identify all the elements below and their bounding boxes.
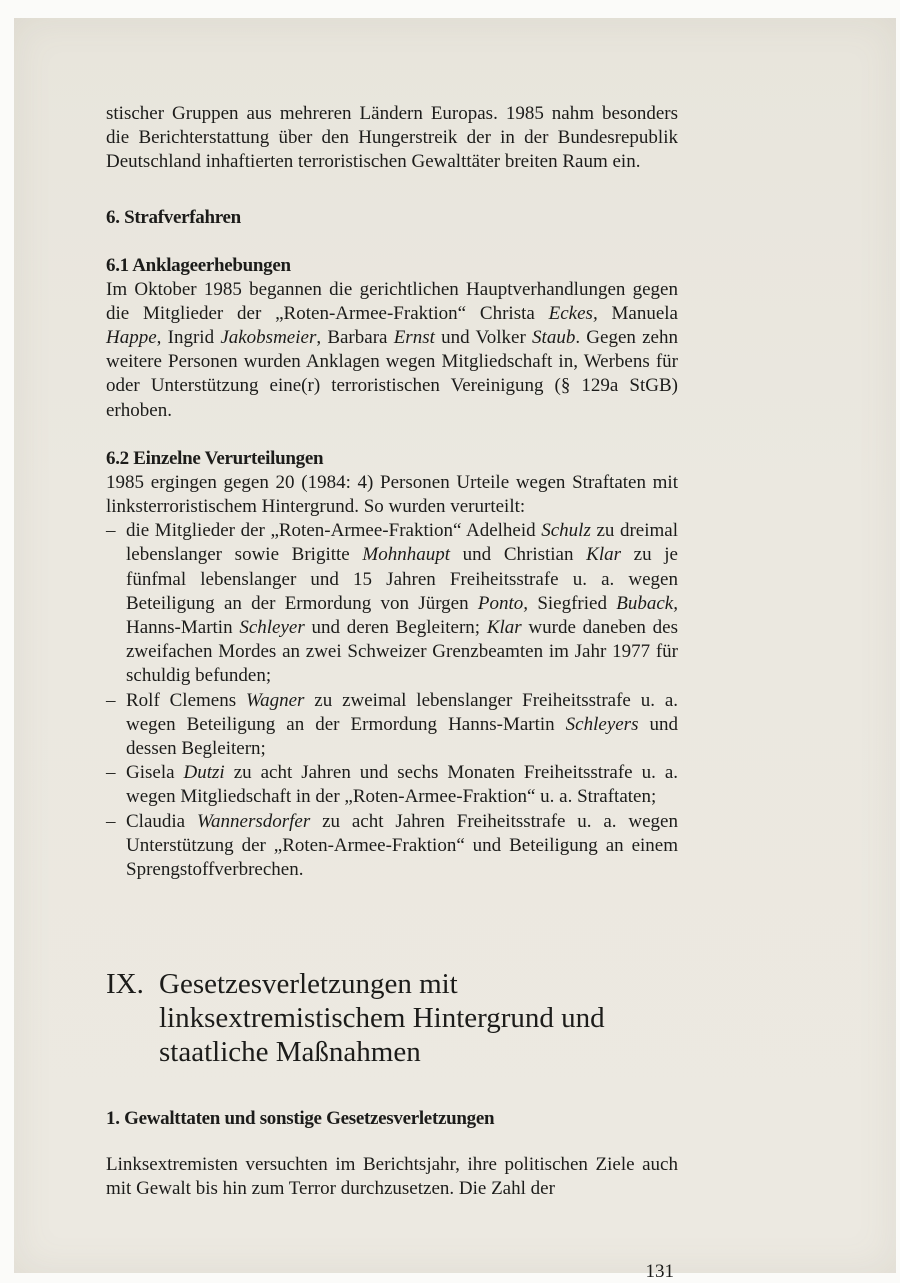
chapter-heading <box>106 967 678 1069</box>
page-number: 131 <box>645 1261 674 1282</box>
name-ernst: Ernst <box>393 327 435 349</box>
list-item: – die Mitglieder der „Roten-Armee-Fraktion“ Adelheid Schulz zu dreimal lebenslanger sowie Brigitte Mohnhaupt und Christian Klar zu je fünfmal lebenslanger und 15 Jahren Freiheitsstrafe u. a. wegen Beteiligung an der Ermordung von Jürgen Ponto, Siegfried Buback, Hanns-Martin Schleyer und deren Begleitern; Klar wurde daneben des zweifachen Mordes an zwei Schweizer Grenzbeamten im Jahr 1977 für schuldig befunden; <box>106 520 679 687</box>
list-item: – Gisela Dutzi zu acht Jahren und sechs Monaten Freiheitsstrafe u. a. wegen Mitgliedschaft in der „Roten-Armee-Fraktion“ u. a. Straftaten; <box>106 762 678 808</box>
section-6-2-heading: 6.2 Einzelne Verurteilungen <box>106 447 324 469</box>
name-staub: Staub <box>532 327 576 349</box>
section-6-1-paragraph: Im Oktober 1985 begannen die gerichtlichen Hauptverhandlungen gegen die Mitglieder der „Roten-Armee-Fraktion“ Christa Eckes, Manuela Happe, Ingrid Jakobsmeier, Barbara Ernst und Volker Staub. Gegen zehn weitere Personen wurden Anklagen wegen Mitgliedschaft in, Werbens für oder Unterstützung eine(r) terroristischen Vereinigung (§ 129a StGB) erhoben. <box>106 278 678 421</box>
section-1-paragraph: Linksextremisten versuchten im Berichtsjahr, ihre politischen Ziele auch mit Gewalt bis hin zum Terror durchzusetzen. Die Zahl der <box>106 1154 678 1200</box>
name-jakobsmeier: Jakobsmeier <box>220 327 317 349</box>
section-1-heading: 1. Gewalttaten und sonstige Gesetzesverletzungen <box>106 1108 495 1130</box>
intro-paragraph: stischer Gruppen aus mehreren Ländern Europas. 1985 nahm besonders die Berichterstattung über den Hungerstreik der in der Bundesrepublik Deutschland inhaftierten terroristischen Gewalttäter breiten Raum ein. <box>106 103 678 173</box>
chapter-title: Gesetzesverletzungen mit linksextremistischem Hintergrund und staatliche Maßnahmen <box>159 968 605 1069</box>
scanned-page <box>14 18 896 1282</box>
page-content <box>106 102 678 1202</box>
chapter-number: IX. <box>106 968 144 1001</box>
section-6-1-heading: 6.1 Anklageerhebungen <box>106 254 291 276</box>
name-happe: Happe <box>106 327 157 349</box>
name-eckes: Eckes, <box>548 302 598 324</box>
convictions-list <box>106 519 678 882</box>
section-6-heading: 6. Strafverfahren <box>106 206 241 228</box>
section-6-2-intro: 1985 ergingen gegen 20 (1984: 4) Personen Urteile wegen Straftaten mit linksterroristischem Hintergrund. So wurden verurteilt: <box>106 471 678 518</box>
list-item: – Rolf Clemens Wagner zu zweimal lebenslanger Freiheitsstrafe u. a. wegen Beteiligung an der Ermordung Hanns-Martin Schleyers und dessen Begleitern; <box>106 689 679 760</box>
list-item: – Claudia Wannersdorfer zu acht Jahren Freiheitsstrafe u. a. wegen Unterstützung der „Roten-Armee-Fraktion“ und Beteiligung an einem Sprengstoffverbrechen. <box>106 810 678 881</box>
